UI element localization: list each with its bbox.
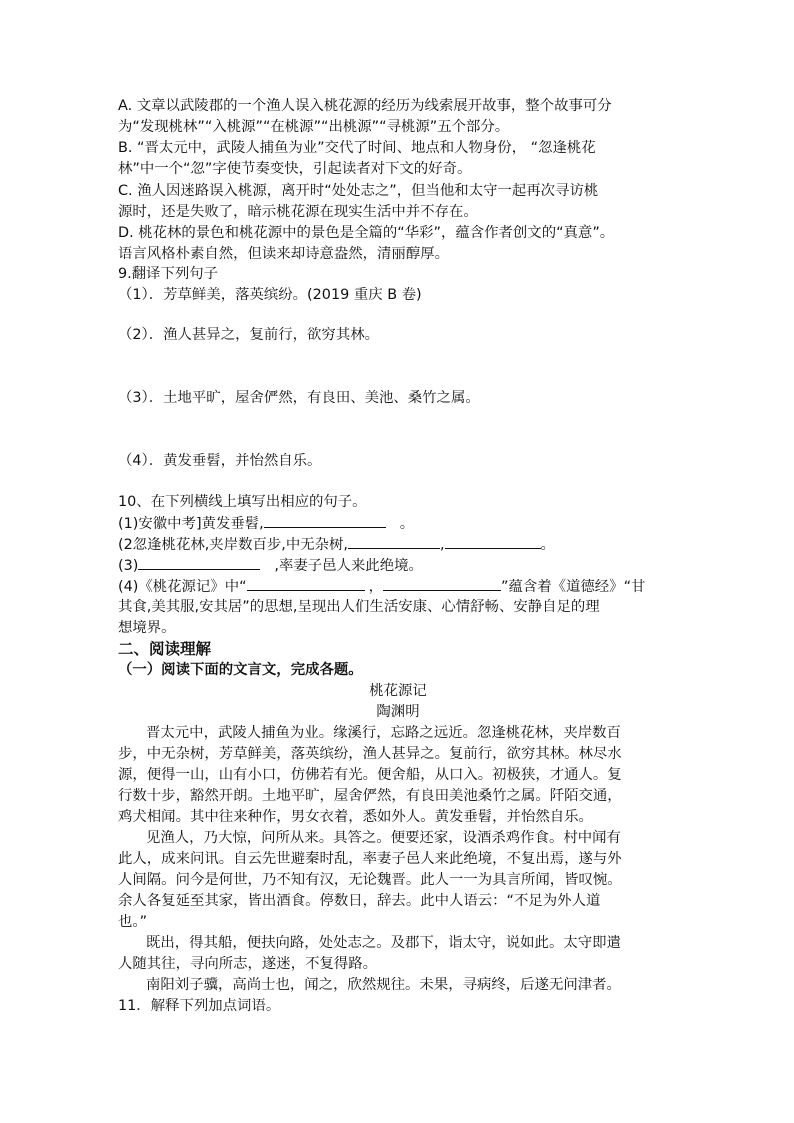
answer-blank[interactable] xyxy=(138,555,260,570)
option-b-line-1: B. “晋太元中，武陵人捕鱼为业”交代了时间、地点和人物身份， “忽逢桃花 xyxy=(118,140,596,156)
answer-blank[interactable] xyxy=(445,534,541,549)
section-title: 二、阅读理解 xyxy=(118,640,212,658)
question-10-line-3: (3) ,率妻子邑人来此绝境。 xyxy=(118,555,423,576)
option-a-line-1: A. 文章以武陵郡的一个渔人误入桃花源的经历为线索展开故事，整个故事可分 xyxy=(118,98,612,114)
answer-blank[interactable] xyxy=(348,534,440,549)
passage-line: 南阳刘子骥，高尚士也，闻之，欣然规往。未果，寻病终，后遂无问津者。 xyxy=(146,977,621,993)
option-b-line-2: 林”中一个“忽”字使节奏变快，引起读者对下文的好奇。 xyxy=(118,161,472,177)
question-9-item-3: （3）．土地平旷，屋舍俨然，有良田、美池、桑竹之属。 xyxy=(118,390,480,406)
passage-line: 步，中无杂树，芳草鲜美，落英缤纷，渔人甚异之。复前行，欲穷其林。林尽水 xyxy=(118,746,622,762)
passage-line: 既出，得其船，便扶向路，处处志之。及郡下，诣太守，说如此。太守即遣 xyxy=(146,935,621,951)
option-c-line-1: C. 渔人因迷路误入桃源，离开时“处处志之”，但当他和太守一起再次寻访桃 xyxy=(118,183,599,199)
option-a-line-2: 为“发现桃林”“入桃源”“在桃源”“出桃源”“寻桃源”五个部分。 xyxy=(118,119,510,135)
passage-title: 桃花源记 xyxy=(369,683,427,699)
question-11-title: 11．解释下列加点词语。 xyxy=(118,998,281,1014)
passage-line: 见渔人，乃大惊，问所从来。具答之。便要还家，设酒杀鸡作食。村中闻有 xyxy=(146,830,621,846)
passage-line: 人随其往，寻向所志，遂迷，不复得路。 xyxy=(118,956,378,972)
passage-line: 此人，成来问讯。自云先世避秦时乱，率妻子邑人来此绝境，不复出焉，遂与外 xyxy=(118,851,622,867)
answer-blank[interactable] xyxy=(264,513,386,528)
question-10-line-4: (4)《桃花源记》中“ ， ”蕴含着《道德经》“甘 xyxy=(118,576,645,597)
section-instruction: （一）阅读下面的文言文，完成各题。 xyxy=(118,662,363,678)
question-10-title: 10、在下列横线上填写出相应的句子。 xyxy=(118,494,367,510)
passage-author: 陶渊明 xyxy=(376,704,420,720)
option-c-line-2: 源时，还是失败了，暗示桃花源在现实生活中并不存在。 xyxy=(118,204,478,220)
answer-blank[interactable] xyxy=(383,576,501,591)
question-9-title: 9.翻译下列句子 xyxy=(118,266,219,282)
question-9-item-4: （4）．黄发垂髫，并怡然自乐。 xyxy=(118,453,322,469)
question-10-line-4-end: 想境界。 xyxy=(118,620,176,636)
passage-line: 也。” xyxy=(118,914,148,930)
passage-line: 晋太元中，武陵人捕鱼为业。缘溪行，忘路之远近。忽逢桃花林，夹岸数百 xyxy=(146,725,621,741)
option-d-line-1: D. 桃花林的景色和桃花源中的景色是全篇的“华彩”，蕴含作者创文的“真意”。 xyxy=(118,225,615,241)
passage-line: 余人各复延至其家，皆出酒食。停数日，辞去。此中人语云：“不足为外人道 xyxy=(118,893,601,909)
passage-line: 鸡犬相闻。其中往来种作，男女衣着，悉如外人。黄发垂髫，并怡然自乐。 xyxy=(118,809,593,825)
question-10-line-2: (2忽逢桃花林,夹岸数百步,中无杂树, , 。 xyxy=(118,534,555,555)
question-9-item-1: （1）．芳草鲜美，落英缤纷。(2019 重庆 B 卷) xyxy=(118,287,422,303)
question-10-line-1: (1)安徽中考]黄发垂髫, 。 xyxy=(118,513,414,534)
passage-line: 人间隔。问今是何世，乃不知有汉，无论魏晋。此人一一为具言所闻，皆叹惋。 xyxy=(118,872,622,888)
passage-line: 源，便得一山，山有小口，仿佛若有光。便舍船，从口入。初极狭，才通人。复 xyxy=(118,767,622,783)
option-d-line-2: 语言风格朴素自然，但读来却诗意盎然，清丽醇厚。 xyxy=(118,246,449,262)
passage-line: 行数十步，豁然开朗。土地平旷，屋舍俨然，有良田美池桑竹之属。阡陌交通， xyxy=(118,788,622,804)
question-10-line-4-cont: 其食,美其服,安其居”的思想,呈现出人们生活安康、心情舒畅、安静自足的理 xyxy=(118,599,600,615)
question-9-item-2: （2）．渔人甚异之，复前行，欲穷其林。 xyxy=(118,327,379,343)
answer-blank[interactable] xyxy=(247,576,365,591)
